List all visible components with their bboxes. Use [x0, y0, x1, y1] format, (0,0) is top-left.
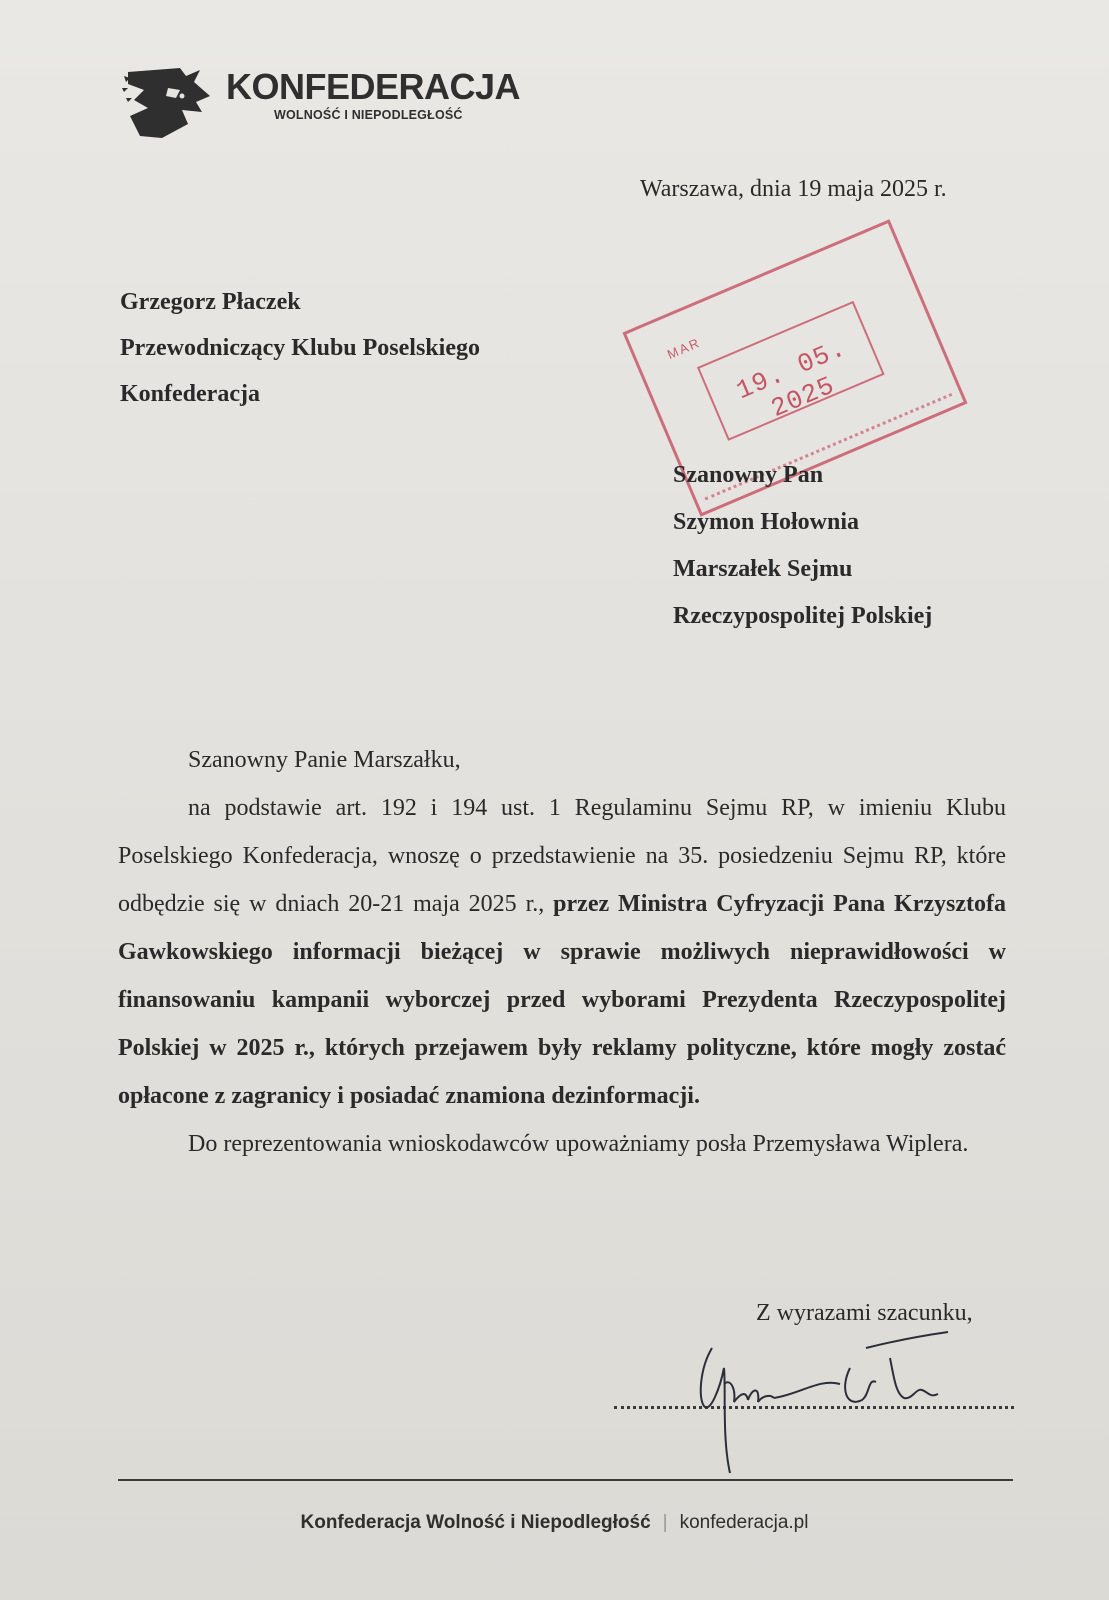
logo-tagline: WOLNOŚĆ I NIEPODLEGŁOŚĆ	[274, 108, 463, 122]
logo-name: KONFEDERACJA	[226, 66, 521, 107]
letter-paragraph-1	[118, 784, 1006, 1120]
letter-greeting: Szanowny Panie Marszałku,	[188, 747, 461, 773]
date-line: Warszawa, dnia 19 maja 2025 r.	[640, 176, 947, 202]
letter-body	[118, 736, 1006, 1168]
footer-separator: |	[662, 1512, 668, 1533]
eagle-logo-icon	[122, 66, 212, 140]
recipient-block	[673, 452, 932, 640]
footer	[0, 1512, 1109, 1534]
konfederacja-logo	[122, 62, 542, 144]
footer-website: konfederacja.pl	[679, 1512, 809, 1533]
sender-club: Konfederacja	[120, 381, 260, 407]
recipient-title: Marszałek Sejmu	[673, 556, 853, 582]
paragraph-1-bold: przez Ministra Cyfryzacji Pana Krzysztofa Gawkowskiego informacji bieżącej w sprawie możliwych nieprawidłowości w finansowaniu kampanii wyborczej przed wyborami Prezydenta Rzeczypospolitej Polskiej w 2025 r., których przejawem były reklamy polityczne, które mogły zostać opłacone z zagranicy i posiadać znamiona dezinformacji.	[118, 891, 1006, 1109]
recipient-name: Szymon Hołownia	[673, 509, 860, 535]
sender-title: Przewodniczący Klubu Poselskiego	[120, 335, 480, 361]
stamp-label: MAR	[664, 334, 703, 363]
sender-block	[120, 279, 480, 417]
footer-divider	[118, 1479, 1013, 1481]
stamp-date: 19. 05. 2025	[731, 333, 851, 424]
sender-name: Grzegorz Płaczek	[120, 289, 301, 315]
recipient-country: Rzeczypospolitej Polskiej	[673, 603, 933, 629]
footer-organization: Konfederacja Wolność i Niepodległość	[300, 1512, 651, 1533]
letter-closing: Z wyrazami szacunku,	[756, 1300, 973, 1326]
handwritten-signature	[690, 1328, 980, 1478]
letter-paragraph-2: Do reprezentowania wnioskodawców upoważniamy posła Przemysława Wiplera.	[188, 1131, 969, 1157]
recipient-salutation: Szanowny Pan	[673, 462, 824, 488]
stamp-date-box	[697, 301, 885, 441]
paragraph-1-plain: na podstawie art. 192 i 194 ust. 1 Regulaminu Sejmu RP, w imieniu Klubu Poselskiego Konfederacja, wnoszę o przedstawienie na 35. posiedzeniu Sejmu RP, które odbędzie się w dniach 20-21 maja 2025 r.,	[118, 795, 1006, 917]
